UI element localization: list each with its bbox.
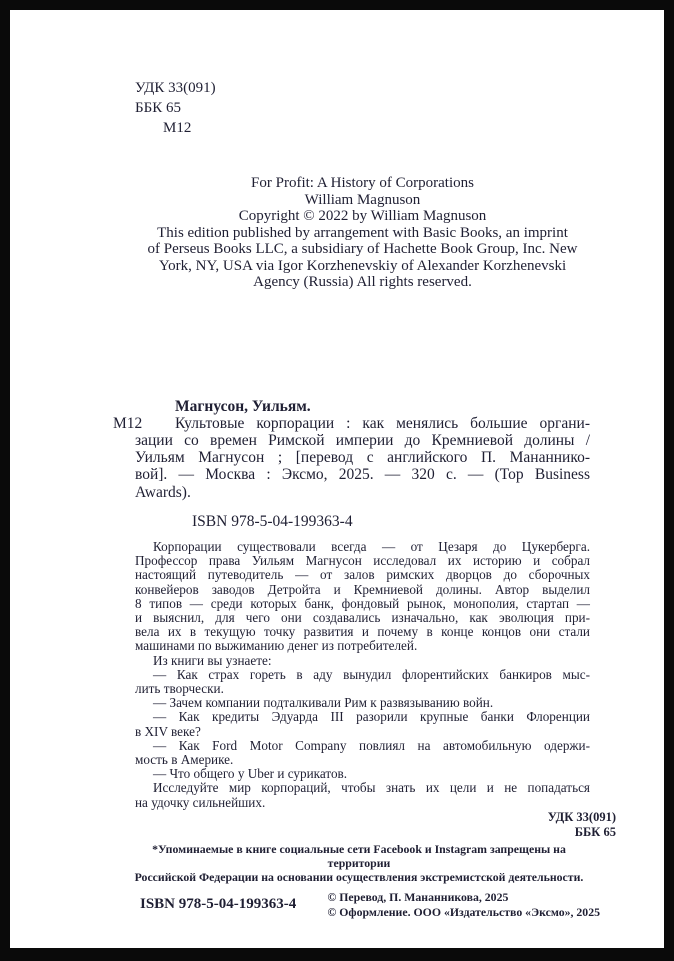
copyright-credits <box>327 890 600 920</box>
author-sign-code: М12 <box>113 414 143 432</box>
imprint-page <box>10 10 664 948</box>
udk-bottom: УДК 33(091) <box>547 809 616 824</box>
isbn-bottom: ISBN 978-5-04-199363-4 <box>140 896 297 913</box>
annotation-line: на удочку сильнейших. <box>135 794 266 810</box>
copyright-line: of Perseus Books LLC, a subsidiary of Hachette Book Group, Inc. New <box>147 241 578 257</box>
annotation-line: в XIV веке? <box>135 723 201 739</box>
annotation-line: — Как Ford Motor Company повлиял на автомобильную одержи- <box>153 737 590 753</box>
footnote-line: Российской Федерации на основании осуществления экстремистской деятельности. <box>134 869 584 884</box>
author-heading: Магнусон, Уильям. <box>175 397 311 415</box>
annotation-line: лить творчески. <box>135 680 224 696</box>
entry-line: Уильям Магнусон ; [перевод с английского П. Мананнико- <box>135 449 590 467</box>
annotation-line: — Что общего у Uber и сурикатов. <box>153 766 348 782</box>
annotation-line: — Зачем компании подталкивали Рим к развязыванию войн. <box>153 695 494 711</box>
annotation-line: конвейеров заводов Детройта и Кремниевой долины. Автор выделил <box>135 581 590 597</box>
annotation-line: — Как страх гореть в аду вынудил флорентийских банкиров мыс- <box>153 666 590 682</box>
classification-top-block <box>135 78 590 138</box>
annotation-line: Корпорации существовали всегда — от Цезаря до Цукерберга. <box>153 538 590 554</box>
isbn-entry: ISBN 978-5-04-199363-4 <box>192 512 353 530</box>
credit-line: © Оформление. ООО «Издательство «Эксмо», 2025 <box>327 904 600 919</box>
copyright-line: Agency (Russia) All rights reserved. <box>253 274 472 290</box>
annotation-line: и выяснил, для чего они создавались изначально, как эволюция при- <box>135 609 590 625</box>
bottom-row <box>135 890 600 920</box>
credit-line: © Перевод, П. Мананникова, 2025 <box>327 889 509 904</box>
entry-line: зации со времен Римской империи до Кремниевой долины / <box>135 431 590 449</box>
annotation-line: Из книги вы узнаете: <box>153 652 272 668</box>
footnote-line: *Упоминаемые в книге социальные сети Facebook и Instagram запрещены на территории <box>152 841 566 870</box>
annotation-line: вела их в текущую точку развития и почему в конце концов они стали <box>135 624 590 640</box>
copyright-line: Copyright © 2022 by William Magnuson <box>238 208 487 224</box>
entry-line: Awards). <box>135 483 191 501</box>
copyright-block <box>135 175 590 291</box>
annotation-line: настоящий путеводитель — от залов римских дворцов до сборочных <box>135 567 590 583</box>
bbk-top: ББК 65 <box>135 100 181 116</box>
entry-line: Культовые корпорации : как менялись большие органи- <box>175 414 590 432</box>
classification-bottom-block <box>135 810 616 840</box>
copyright-line: William Magnuson <box>304 191 421 208</box>
legal-footnote <box>120 842 598 884</box>
udk-top: УДК 33(091) <box>135 80 216 96</box>
annotation-line: Профессор права Уильям Магнусон исследовал их историю и собрал <box>135 553 590 569</box>
annotation-line: 8 типов — среди которых банк, фондовый рынок, монополия, стартап — <box>135 595 590 611</box>
annotation-block <box>135 540 590 810</box>
bbk-bottom: ББК 65 <box>574 824 616 839</box>
catalog-entry <box>113 414 590 501</box>
annotation-line: мость в Америке. <box>135 751 234 767</box>
copyright-line: For Profit: A History of Corporations <box>251 175 474 191</box>
annotation-line: Исследуйте мир корпораций, чтобы знать их цели и не попадаться <box>153 780 590 796</box>
annotation-line: — Как кредиты Эдуарда III разорили крупные банки Флоренции <box>153 709 590 725</box>
copyright-line: This edition published by arrangement with Basic Books, an imprint <box>157 224 568 241</box>
bibliographic-entry <box>113 397 590 530</box>
copyright-line: York, NY, USA via Igor Korzhenevskiy of Alexander Korzhenevski <box>158 257 567 274</box>
annotation-line: машинами по выжиманию денег из потребителей. <box>135 638 418 654</box>
author-sign-top: М12 <box>163 120 192 136</box>
entry-line: вой]. — Москва : Эксмо, 2025. — 320 с. — (Top Business <box>135 466 590 484</box>
